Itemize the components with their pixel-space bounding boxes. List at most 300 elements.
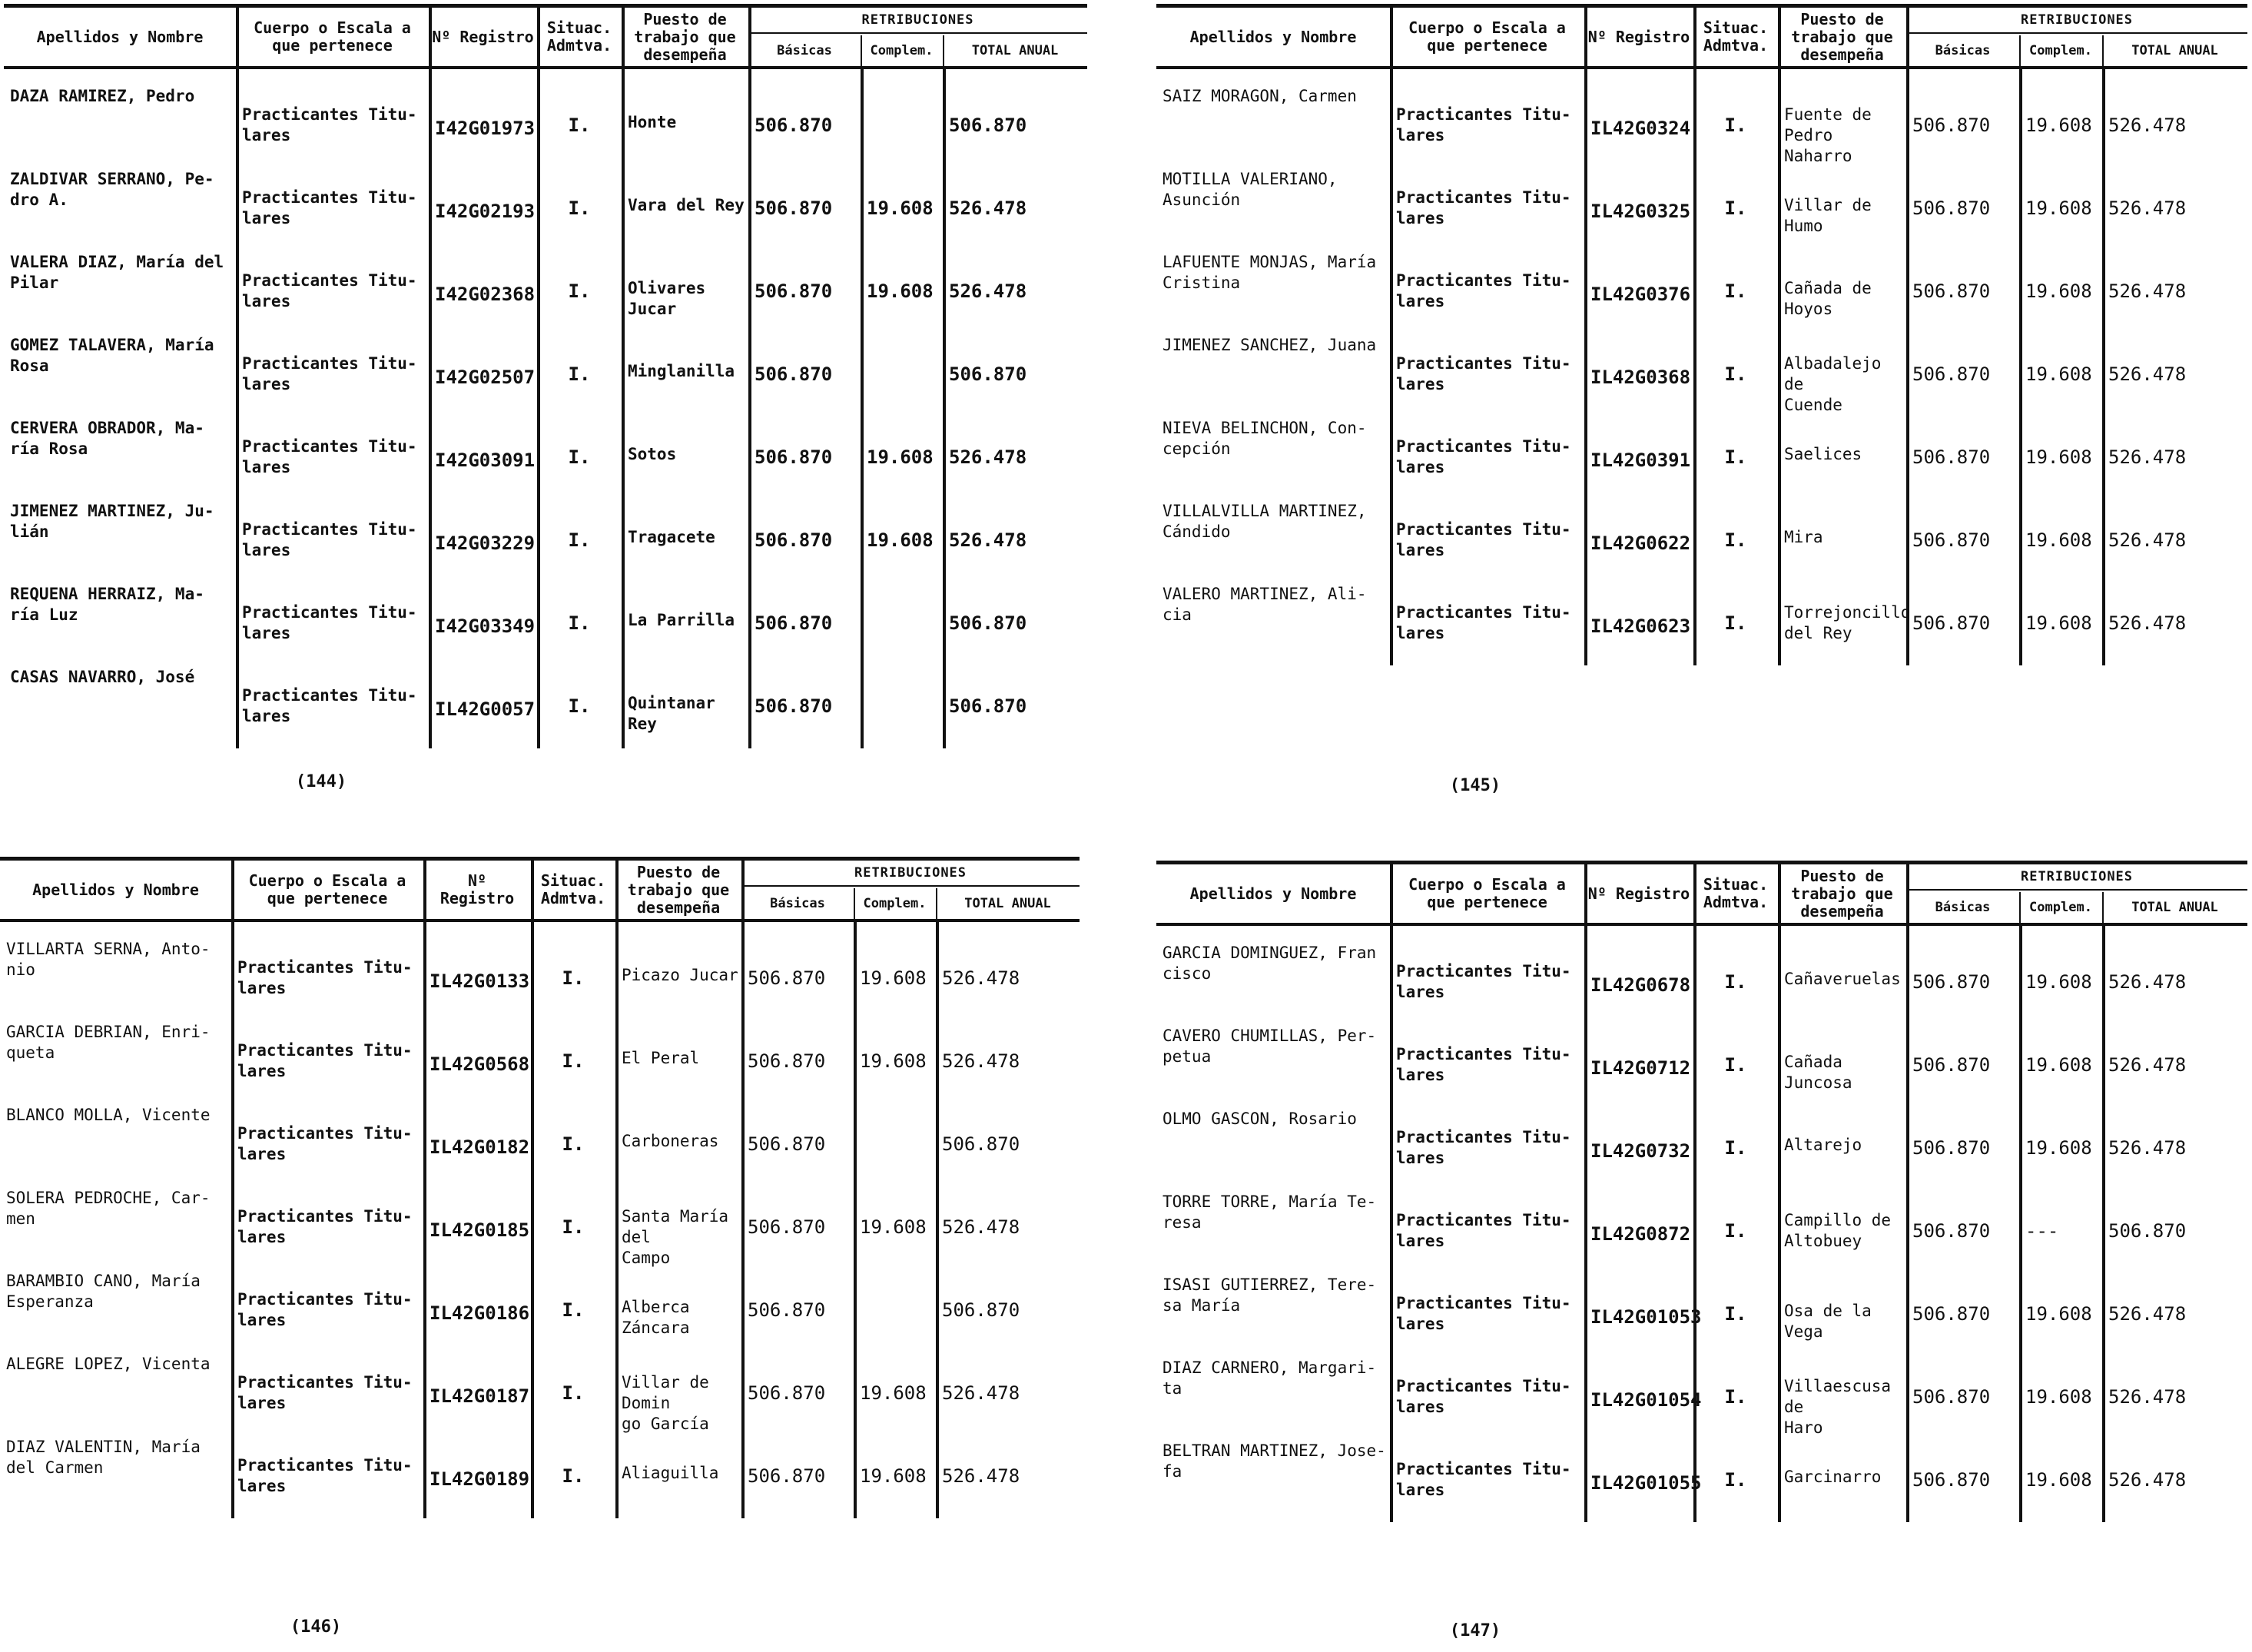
header-puesto: Puesto de trabajo que desempeña — [1791, 866, 1893, 921]
cell-basicas: 506.870 — [755, 529, 833, 551]
cell-basicas: 506.870 — [755, 612, 833, 634]
cell-registro: IL42G0376 — [1590, 284, 1691, 305]
table-header — [1156, 8, 2247, 69]
cell-nombre: GOMEZ TALAVERA, María Rosa — [10, 336, 214, 375]
table-row — [0, 1352, 1080, 1435]
cell-situacion: I. — [562, 1299, 585, 1321]
header-retribuciones: RETRIBUCIONES — [741, 861, 1080, 887]
cell-basicas: 506.870 — [755, 695, 833, 717]
cell-basicas: 506.870 — [748, 1465, 826, 1487]
cell-puesto: Villar de Domin go García — [622, 1373, 709, 1433]
cell-complem: 19.608 — [2025, 114, 2092, 136]
table-row — [4, 250, 1087, 333]
header-situacion: Situac. Admtva. — [546, 18, 612, 55]
data-table — [0, 857, 1080, 1518]
cell-puesto: Albadalejo de Cuende — [1784, 354, 1882, 414]
cell-situacion: I. — [1724, 114, 1747, 136]
cell-puesto: Saelices — [1784, 445, 1862, 463]
header-nombre: Apellidos y Nombre — [32, 880, 199, 899]
cell-nombre: MOTILLA VALERIANO, Asunción — [1162, 170, 1338, 209]
cell-total: 506.870 — [942, 1299, 1020, 1321]
table-row — [4, 333, 1087, 416]
cell-total: 526.478 — [2108, 1303, 2187, 1325]
cell-cuerpo: Practicantes Titu- lares — [242, 354, 417, 393]
cell-situacion: I. — [568, 114, 591, 136]
table-row — [1156, 333, 2247, 416]
cell-total: 526.478 — [2108, 529, 2187, 551]
header-registro: Nº Registro — [439, 871, 515, 907]
cell-complem: 19.608 — [2025, 1054, 2092, 1076]
cell-total: 526.478 — [2108, 363, 2187, 385]
header-total: TOTAL ANUAL — [2131, 43, 2218, 58]
header-retribuciones: RETRIBUCIONES — [1906, 8, 2247, 34]
cell-situacion: I. — [562, 1050, 585, 1072]
table-header — [1156, 864, 2247, 926]
table-row — [0, 1103, 1080, 1186]
header-complem: Complem. — [2029, 43, 2092, 58]
cell-nombre: GARCIA DOMINGUEZ, Fran cisco — [1162, 944, 1377, 983]
table-header — [0, 861, 1080, 922]
cell-nombre: CAVERO CHUMILLAS, Per- petua — [1162, 1027, 1377, 1066]
cell-registro: IL42G0623 — [1590, 615, 1691, 637]
cell-complem: 19.608 — [867, 529, 934, 551]
cell-cuerpo: Practicantes Titu- lares — [1396, 520, 1571, 559]
cell-situacion: I. — [1724, 529, 1747, 551]
cell-situacion: I. — [568, 695, 591, 717]
cell-basicas: 506.870 — [1912, 971, 1991, 993]
cell-puesto: Olivares Jucar — [628, 279, 706, 318]
header-complem: Complem. — [863, 896, 927, 911]
cell-complem: 19.608 — [2025, 1303, 2092, 1325]
cell-nombre: VALERO MARTINEZ, Ali- cia — [1162, 585, 1367, 624]
cell-cuerpo: Practicantes Titu- lares — [237, 1207, 413, 1246]
cell-puesto: Aliaguilla — [622, 1464, 719, 1482]
cell-total: 526.478 — [2108, 1137, 2187, 1159]
cell-registro: IL42G0391 — [1590, 449, 1691, 471]
cell-registro: IL42G0732 — [1590, 1140, 1691, 1162]
table-panel — [1156, 4, 2247, 807]
cell-nombre: ZALDIVAR SERRANO, Pe- dro A. — [10, 170, 214, 209]
cell-total: 526.478 — [2108, 1054, 2187, 1076]
cell-cuerpo: Practicantes Titu- lares — [242, 520, 417, 559]
cell-nombre: JIMENEZ MARTINEZ, Ju- lián — [10, 502, 214, 541]
table-row — [1156, 1024, 2247, 1107]
header-puesto: Puesto de trabajo que desempeña — [627, 862, 730, 917]
cell-cuerpo: Practicantes Titu- lares — [242, 271, 417, 310]
cell-basicas: 506.870 — [755, 280, 833, 302]
cell-situacion: I. — [1724, 1303, 1747, 1325]
cell-registro: I42G02193 — [435, 201, 536, 222]
table-panel — [0, 857, 1080, 1648]
cell-basicas: 506.870 — [1912, 280, 1991, 302]
cell-situacion: I. — [1724, 446, 1747, 468]
table-row — [1156, 250, 2247, 333]
table-row — [4, 582, 1087, 665]
column-divider — [2019, 892, 2021, 923]
cell-registro: IL42G0185 — [430, 1219, 530, 1241]
cell-total: 506.870 — [949, 612, 1027, 634]
table-row — [1156, 1273, 2247, 1356]
header-complem: Complem. — [870, 43, 934, 58]
cell-situacion: I. — [1724, 1054, 1747, 1076]
cell-puesto: Carboneras — [622, 1132, 719, 1150]
cell-total: 506.870 — [2108, 1220, 2187, 1242]
cell-complem: 19.608 — [2025, 446, 2092, 468]
cell-puesto: Cañada de Hoyos — [1784, 279, 1872, 318]
cell-total: 526.478 — [942, 1216, 1020, 1238]
cell-complem: 19.608 — [860, 1050, 927, 1072]
cell-cuerpo: Practicantes Titu- lares — [242, 603, 417, 642]
table-panel — [1156, 861, 2247, 1652]
header-registro: Nº Registro — [432, 27, 534, 46]
cell-situacion: I. — [562, 1465, 585, 1487]
cell-complem: 19.608 — [860, 1382, 927, 1404]
header-registro: Nº Registro — [1587, 884, 1690, 903]
cell-situacion: I. — [1724, 1220, 1747, 1242]
header-basicas: Básicas — [777, 43, 832, 58]
cell-cuerpo: Practicantes Titu- lares — [242, 105, 417, 144]
cell-registro: I42G01973 — [435, 118, 536, 139]
cell-nombre: BARAMBIO CANO, María Esperanza — [6, 1272, 201, 1311]
cell-total: 526.478 — [942, 1050, 1020, 1072]
table-row — [0, 1186, 1080, 1269]
header-cuerpo: Cuerpo o Escala a que pertenece — [1408, 875, 1566, 911]
table-row — [1156, 1439, 2247, 1522]
column-divider — [936, 888, 937, 919]
cell-total: 526.478 — [2108, 280, 2187, 302]
cell-complem: 19.608 — [2025, 197, 2092, 219]
cell-situacion: I. — [1724, 1469, 1747, 1491]
cell-situacion: I. — [568, 280, 591, 302]
cell-total: 526.478 — [942, 967, 1020, 989]
cell-basicas: 506.870 — [1912, 1303, 1991, 1325]
cell-total: 506.870 — [949, 363, 1027, 385]
cell-situacion: I. — [1724, 363, 1747, 385]
table-row — [1156, 1107, 2247, 1190]
cell-cuerpo: Practicantes Titu- lares — [1396, 603, 1571, 642]
cell-situacion: I. — [562, 1133, 585, 1155]
cell-nombre: VILLARTA SERNA, Anto- nio — [6, 940, 211, 979]
header-situacion: Situac. Admtva. — [1703, 18, 1769, 55]
page-number: (147) — [1449, 1621, 1501, 1640]
header-nombre: Apellidos y Nombre — [1189, 27, 1357, 46]
cell-puesto: Santa María del Campo — [622, 1207, 729, 1267]
cell-total: 526.478 — [949, 197, 1027, 219]
column-divider — [854, 888, 855, 919]
cell-basicas: 506.870 — [1912, 1137, 1991, 1159]
cell-total: 506.870 — [949, 114, 1027, 136]
header-cuerpo: Cuerpo o Escala a que pertenece — [254, 18, 411, 55]
table-row — [0, 1435, 1080, 1518]
cell-nombre: JIMENEZ SANCHEZ, Juana — [1162, 336, 1377, 354]
cell-situacion: I. — [562, 1382, 585, 1404]
column-divider — [2102, 35, 2104, 66]
header-retribuciones: RETRIBUCIONES — [1906, 864, 2247, 891]
column-divider — [861, 35, 862, 66]
cell-nombre: BELTRAN MARTINEZ, Jose- fa — [1162, 1441, 1386, 1481]
cell-registro: IL42G0872 — [1590, 1223, 1691, 1245]
header-basicas: Básicas — [1935, 43, 1991, 58]
cell-nombre: REQUENA HERRAIZ, Ma- ría Luz — [10, 585, 204, 624]
cell-puesto: Torrejoncillo del Rey — [1784, 603, 1911, 642]
cell-basicas: 506.870 — [748, 1382, 826, 1404]
header-puesto: Puesto de trabajo que desempeña — [634, 9, 736, 64]
cell-total: 506.870 — [949, 695, 1027, 717]
cell-situacion: I. — [1724, 197, 1747, 219]
table-row — [1156, 416, 2247, 499]
cell-registro: IL42G0325 — [1590, 201, 1691, 222]
cell-nombre: CASAS NAVARRO, José — [10, 668, 195, 686]
header-basicas: Básicas — [1935, 900, 1991, 915]
cell-nombre: SAIZ MORAGON, Carmen — [1162, 87, 1357, 105]
table-row — [1156, 168, 2247, 250]
cell-registro: IL42G0186 — [430, 1302, 530, 1324]
cell-cuerpo: Practicantes Titu- lares — [1396, 1294, 1571, 1333]
header-cuerpo: Cuerpo o Escala a que pertenece — [248, 871, 406, 907]
cell-total: 526.478 — [942, 1382, 1020, 1404]
cell-registro: I42G03349 — [435, 615, 536, 637]
table-row — [1156, 499, 2247, 582]
cell-basicas: 506.870 — [1912, 363, 1991, 385]
cell-situacion: I. — [568, 446, 591, 468]
cell-basicas: 506.870 — [1912, 1220, 1991, 1242]
cell-basicas: 506.870 — [755, 114, 833, 136]
cell-complem: 19.608 — [860, 1465, 927, 1487]
cell-cuerpo: Practicantes Titu- lares — [1396, 1045, 1571, 1084]
cell-puesto: Picazo Jucar — [622, 966, 738, 984]
cell-nombre: DAZA RAMIREZ, Pedro — [10, 87, 195, 105]
header-complem: Complem. — [2029, 900, 2092, 915]
cell-cuerpo: Practicantes Titu- lares — [1396, 1460, 1571, 1499]
cell-cuerpo: Practicantes Titu- lares — [237, 1373, 413, 1412]
cell-puesto: Garcinarro — [1784, 1468, 1882, 1486]
cell-nombre: NIEVA BELINCHON, Con- cepción — [1162, 419, 1367, 458]
cell-cuerpo: Practicantes Titu- lares — [1396, 962, 1571, 1001]
page-number: (146) — [290, 1617, 342, 1637]
cell-situacion: I. — [568, 612, 591, 634]
cell-registro: IL42G0324 — [1590, 118, 1691, 139]
header-total: TOTAL ANUAL — [971, 43, 1059, 58]
cell-registro: IL42G0568 — [430, 1053, 530, 1075]
cell-cuerpo: Practicantes Titu- lares — [1396, 437, 1571, 476]
cell-puesto: Tragacete — [628, 528, 715, 546]
header-nombre: Apellidos y Nombre — [36, 27, 204, 46]
cell-registro: IL42G0133 — [430, 970, 530, 992]
cell-total: 526.478 — [949, 446, 1027, 468]
cell-basicas: 506.870 — [748, 1299, 826, 1321]
cell-complem: 19.608 — [2025, 280, 2092, 302]
cell-basicas: 506.870 — [1912, 114, 1991, 136]
cell-situacion: I. — [568, 363, 591, 385]
column-divider — [2019, 35, 2021, 66]
cell-complem: 19.608 — [2025, 612, 2092, 634]
cell-nombre: ALEGRE LOPEZ, Vicenta — [6, 1355, 211, 1373]
cell-complem: 19.608 — [867, 280, 934, 302]
cell-nombre: DIAZ VALENTIN, María del Carmen — [6, 1438, 201, 1477]
cell-registro: IL42G01055 — [1590, 1472, 1702, 1494]
cell-total: 526.478 — [2108, 1469, 2187, 1491]
header-basicas: Básicas — [770, 896, 825, 911]
cell-total: 526.478 — [2108, 197, 2187, 219]
cell-cuerpo: Practicantes Titu- lares — [1396, 271, 1571, 310]
cell-cuerpo: Practicantes Titu- lares — [237, 1124, 413, 1163]
table-panel — [4, 4, 1087, 803]
cell-nombre: VILLALVILLA MARTINEZ, Cándido — [1162, 502, 1367, 541]
cell-total: 526.478 — [2108, 612, 2187, 634]
cell-cuerpo: Practicantes Titu- lares — [237, 1041, 413, 1080]
header-total: TOTAL ANUAL — [964, 896, 1051, 911]
table-row — [4, 168, 1087, 250]
page-number: (145) — [1449, 776, 1501, 795]
cell-basicas: 506.870 — [1912, 1386, 1991, 1408]
cell-complem: 19.608 — [860, 967, 927, 989]
cell-nombre: OLMO GASCON, Rosario — [1162, 1110, 1357, 1128]
cell-complem: 19.608 — [2025, 1386, 2092, 1408]
cell-registro: IL42G0182 — [430, 1136, 530, 1158]
cell-puesto: Cañaveruelas — [1784, 970, 1901, 988]
cell-puesto: Honte — [628, 113, 677, 131]
cell-cuerpo: Practicantes Titu- lares — [1396, 188, 1571, 227]
header-cuerpo: Cuerpo o Escala a que pertenece — [1408, 18, 1566, 55]
cell-puesto: Campillo de Altobuey — [1784, 1211, 1892, 1250]
cell-cuerpo: Practicantes Titu- lares — [1396, 1211, 1571, 1250]
cell-complem: 19.608 — [2025, 971, 2092, 993]
cell-puesto: Cañada Juncosa — [1784, 1053, 1852, 1092]
cell-total: 506.870 — [942, 1133, 1020, 1155]
cell-situacion: I. — [1724, 971, 1747, 993]
cell-cuerpo: Practicantes Titu- lares — [237, 1456, 413, 1495]
cell-nombre: CERVERA OBRADOR, Ma- ría Rosa — [10, 419, 204, 458]
cell-basicas: 506.870 — [755, 446, 833, 468]
cell-puesto: Quintanar Rey — [628, 694, 715, 733]
table-row — [4, 416, 1087, 499]
cell-cuerpo: Practicantes Titu- lares — [1396, 1128, 1571, 1167]
cell-puesto: Altarejo — [1784, 1136, 1862, 1154]
cell-basicas: 506.870 — [1912, 529, 1991, 551]
cell-total: 526.478 — [949, 280, 1027, 302]
cell-puesto: El Peral — [622, 1049, 700, 1067]
cell-basicas: 506.870 — [748, 1050, 826, 1072]
cell-cuerpo: Practicantes Titu- lares — [1396, 354, 1571, 393]
cell-complem: 19.608 — [2025, 1137, 2092, 1159]
cell-situacion: I. — [1724, 1386, 1747, 1408]
cell-puesto: Villar de Humo — [1784, 196, 1872, 235]
column-divider — [2102, 892, 2104, 923]
cell-puesto: Villaescusa de Haro — [1784, 1377, 1892, 1437]
cell-registro: IL42G0678 — [1590, 974, 1691, 996]
page-number: (144) — [295, 772, 347, 791]
cell-situacion: I. — [1724, 1137, 1747, 1159]
table-row — [1156, 85, 2247, 168]
cell-puesto: Minglanilla — [628, 362, 735, 380]
data-table — [1156, 4, 2247, 665]
cell-registro: I42G02368 — [435, 284, 536, 305]
cell-basicas: 506.870 — [748, 1216, 826, 1238]
cell-cuerpo: Practicantes Titu- lares — [1396, 105, 1571, 144]
cell-nombre: BLANCO MOLLA, Vicente — [6, 1106, 211, 1124]
cell-basicas: 506.870 — [1912, 612, 1991, 634]
cell-registro: IL42G0368 — [1590, 367, 1691, 388]
table-row — [1156, 941, 2247, 1024]
cell-cuerpo: Practicantes Titu- lares — [242, 686, 417, 725]
cell-nombre: TORRE TORRE, María Te- resa — [1162, 1193, 1377, 1232]
cell-total: 526.478 — [2108, 114, 2187, 136]
cell-complem: 19.608 — [867, 197, 934, 219]
cell-registro: IL42G01054 — [1590, 1389, 1702, 1411]
column-divider — [943, 35, 944, 66]
cell-puesto: Sotos — [628, 445, 677, 463]
cell-registro: IL42G0622 — [1590, 532, 1691, 554]
cell-registro: IL42G0187 — [430, 1385, 530, 1407]
cell-situacion: I. — [568, 197, 591, 219]
cell-registro: I42G03229 — [435, 532, 536, 554]
cell-registro: IL42G0057 — [435, 698, 536, 720]
cell-nombre: SOLERA PEDROCHE, Car- men — [6, 1189, 211, 1228]
cell-puesto: Fuente de Pedro Naharro — [1784, 105, 1872, 165]
cell-puesto: Mira — [1784, 528, 1823, 546]
table-header — [4, 8, 1087, 69]
cell-complem: 19.608 — [860, 1216, 927, 1238]
cell-total: 526.478 — [942, 1465, 1020, 1487]
cell-basicas: 506.870 — [1912, 197, 1991, 219]
header-registro: Nº Registro — [1587, 27, 1690, 46]
header-total: TOTAL ANUAL — [2131, 900, 2218, 915]
table-row — [0, 937, 1080, 1020]
cell-cuerpo: Practicantes Titu- lares — [237, 958, 413, 997]
header-retribuciones: RETRIBUCIONES — [748, 8, 1087, 34]
cell-basicas: 506.870 — [748, 1133, 826, 1155]
table-row — [1156, 1190, 2247, 1273]
cell-basicas: 506.870 — [755, 363, 833, 385]
cell-cuerpo: Practicantes Titu- lares — [242, 437, 417, 476]
header-puesto: Puesto de trabajo que desempeña — [1791, 9, 1893, 64]
cell-situacion: I. — [562, 1216, 585, 1238]
cell-registro: IL42G0712 — [1590, 1057, 1691, 1079]
cell-puesto: Osa de la Vega — [1784, 1302, 1872, 1341]
cell-basicas: 506.870 — [1912, 446, 1991, 468]
cell-situacion: I. — [568, 529, 591, 551]
table-row — [4, 499, 1087, 582]
cell-complem: 19.608 — [2025, 529, 2092, 551]
cell-nombre: DIAZ CARNERO, Margari- ta — [1162, 1358, 1377, 1398]
cell-basicas: 506.870 — [755, 197, 833, 219]
cell-registro: IL42G01053 — [1590, 1306, 1702, 1328]
cell-cuerpo: Practicantes Titu- lares — [1396, 1377, 1571, 1416]
cell-basicas: 506.870 — [1912, 1469, 1991, 1491]
cell-cuerpo: Practicantes Titu- lares — [237, 1290, 413, 1329]
cell-total: 526.478 — [2108, 446, 2187, 468]
cell-registro: I42G02507 — [435, 367, 536, 388]
cell-situacion: I. — [562, 967, 585, 989]
table-row — [1156, 1356, 2247, 1439]
header-situacion: Situac. Admtva. — [540, 871, 606, 907]
header-situacion: Situac. Admtva. — [1703, 875, 1769, 911]
cell-nombre: LAFUENTE MONJAS, María Cristina — [1162, 253, 1377, 292]
cell-puesto: Vara del Rey — [628, 196, 745, 214]
data-table — [4, 4, 1087, 748]
cell-situacion: I. — [1724, 280, 1747, 302]
cell-total: 526.478 — [949, 529, 1027, 551]
cell-situacion: I. — [1724, 612, 1747, 634]
cell-complem: 19.608 — [2025, 363, 2092, 385]
header-nombre: Apellidos y Nombre — [1189, 884, 1357, 903]
cell-puesto: La Parrilla — [628, 611, 735, 629]
cell-complem: 19.608 — [2025, 1469, 2092, 1491]
cell-cuerpo: Practicantes Titu- lares — [242, 188, 417, 227]
cell-total: 526.478 — [2108, 971, 2187, 993]
table-row — [0, 1269, 1080, 1352]
cell-nombre: ISASI GUTIERREZ, Tere- sa María — [1162, 1275, 1377, 1315]
